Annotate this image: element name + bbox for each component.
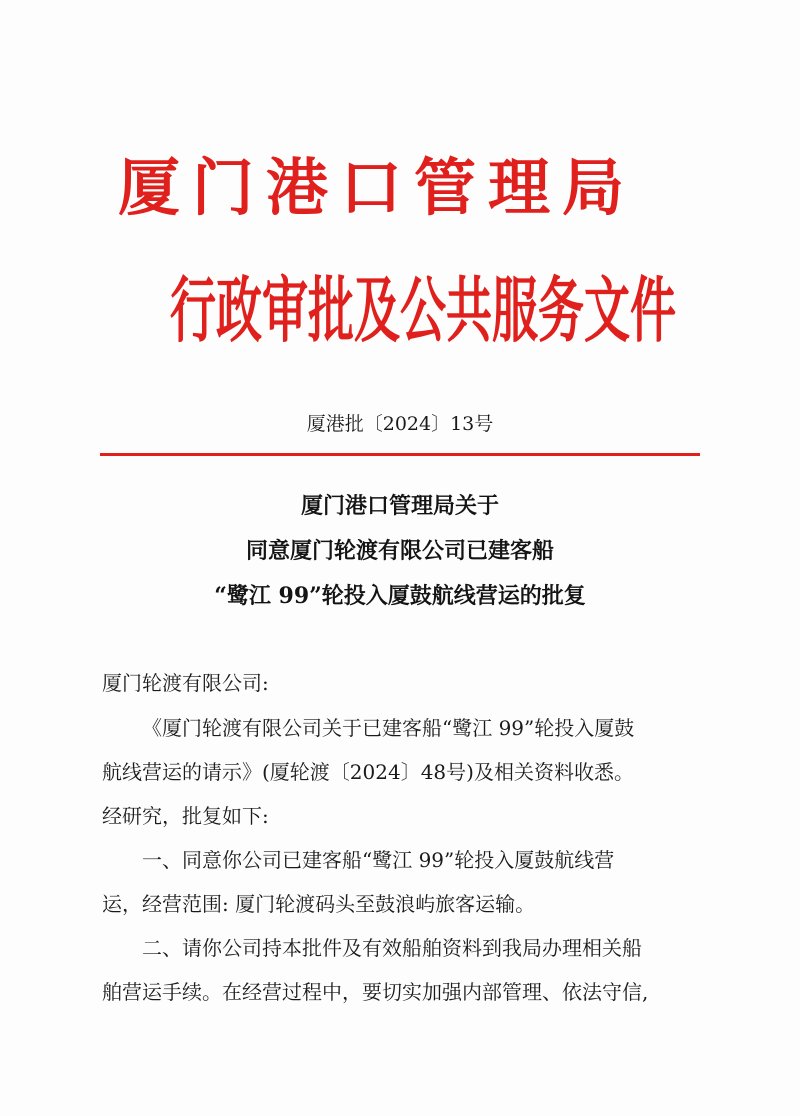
salutation: 厦门轮渡有限公司:	[102, 671, 269, 695]
paragraph-2-line-2: 运，经营范围: 厦门轮渡码头至鼓浪屿旅客运输。	[102, 892, 536, 916]
paragraph-3-line-1: 二、请你公司持本批件及有效船舶资料到我局办理相关船	[142, 936, 642, 960]
paragraph-1-line-3: 经研究，批复如下:	[102, 804, 269, 828]
paragraph-1-line-1: 《厦门轮渡有限公司关于已建客船“鹭江 99”轮投入厦鼓	[142, 716, 635, 740]
paragraph-1-line-2: 航线营运的请示》(厦轮渡〔2024〕48号)及相关资料收悉。	[102, 760, 634, 784]
document-title-line-2: 同意厦门轮渡有限公司已建客船	[245, 538, 554, 564]
issuing-organization-heading: 厦门港口管理局	[118, 151, 637, 224]
document-type-heading: 行政审批及公共服务文件	[170, 268, 676, 352]
red-separator-line	[100, 453, 700, 456]
document-title-line-1: 厦门港口管理局关于	[300, 493, 499, 519]
document-title-line-3: “鹭江 99”轮投入厦鼓航线营运的批复	[214, 583, 586, 609]
document-number: 厦港批〔2024〕13号	[306, 413, 494, 435]
paragraph-2-line-1: 一、同意你公司已建客船“鹭江 99”轮投入厦鼓航线营	[142, 848, 615, 872]
paragraph-3-line-2: 舶营运手续。在经营过程中，要切实加强内部管理、依法守信,	[102, 980, 649, 1004]
